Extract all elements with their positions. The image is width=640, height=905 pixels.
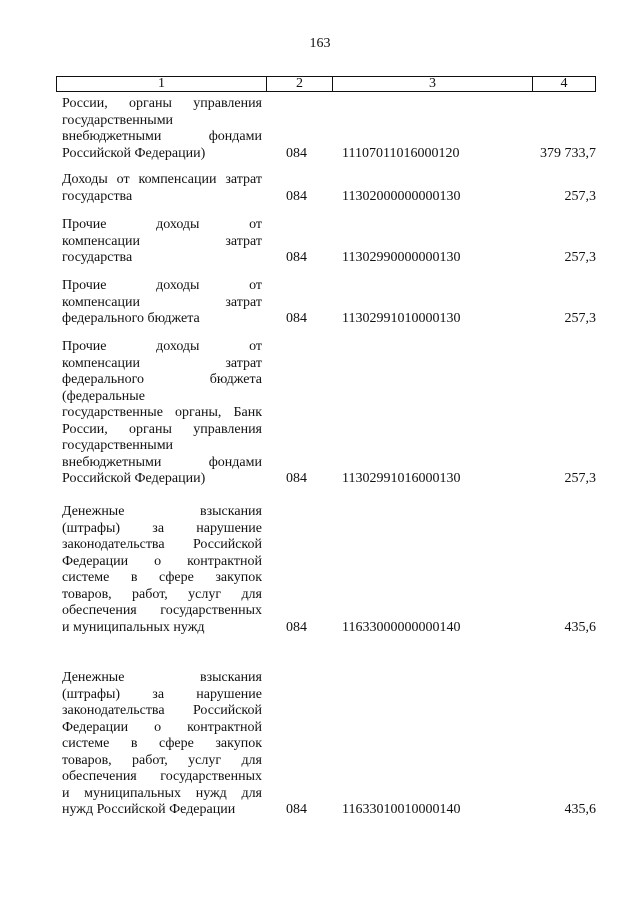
description-line: компенсации затрат [62, 355, 262, 371]
row-amount: 379 733,7 [540, 145, 596, 161]
row-budget-classification-code: 11302991010000130 [342, 311, 461, 326]
description-line: государственными [62, 112, 174, 128]
row-admin-code: 084 [286, 619, 307, 635]
row-description [62, 504, 262, 636]
row-admin-code: 084 [286, 250, 307, 265]
row-amount: 435,6 [564, 802, 596, 817]
description-line: компенсации затрат [62, 233, 262, 249]
row-description [62, 278, 262, 328]
description-line: обеспечения государственных [62, 603, 262, 618]
page-number: 163 [309, 36, 331, 51]
row-amount: 257,3 [564, 250, 596, 265]
header-col-3: 3 [333, 77, 533, 91]
row-budget-classification-code: 11633010010000140 [342, 802, 461, 817]
description-line: внебюджетными фондами [62, 454, 262, 470]
description-line: Прочие доходы от [62, 217, 262, 232]
description-line: системе в сфере закупок [62, 736, 262, 751]
description-line: Прочие доходы от [62, 278, 262, 293]
description-line: компенсации затрат [62, 294, 262, 310]
row-admin-code: 084 [286, 145, 307, 161]
row-admin-code: 084 [286, 311, 307, 326]
description-line: нужд Российской Федерации [62, 802, 236, 817]
description-line: товаров, работ, услуг для [62, 586, 262, 602]
description-line: Денежные взыскания [62, 504, 262, 519]
description-line: (федеральные [62, 388, 145, 404]
row-description [62, 217, 262, 267]
description-line: и муниципальных нужд [62, 619, 205, 635]
description-line: товаров, работ, услуг для [62, 752, 262, 768]
description-line: Доходы от компенсации затрат [62, 172, 262, 187]
row-amount: 257,3 [564, 188, 596, 204]
description-line: Федерации о контрактной [62, 719, 262, 735]
description-line: обеспечения государственных [62, 769, 262, 784]
row-amount: 435,6 [564, 619, 596, 635]
header-col-1: 1 [57, 77, 267, 91]
row-budget-classification-code: 11302991016000130 [342, 471, 461, 486]
description-line: государственными [62, 438, 174, 453]
description-line: Денежные взыскания [62, 670, 262, 685]
description-line: Российской Федерации) [62, 145, 206, 161]
description-line: и муниципальных нужд для [62, 785, 262, 801]
description-line: государства [62, 188, 133, 204]
row-amount: 257,3 [564, 471, 596, 486]
row-budget-classification-code: 11302000000000130 [342, 188, 461, 204]
row-description [62, 339, 262, 488]
row-description [62, 96, 262, 162]
description-line: Российской Федерации) [62, 471, 206, 486]
description-line: России, органы управления [62, 96, 262, 111]
row-amount: 257,3 [564, 311, 596, 326]
row-description [62, 670, 262, 819]
description-line: законодательства Российской [62, 703, 262, 718]
description-line: внебюджетными фондами [62, 129, 262, 144]
row-description [62, 172, 262, 205]
description-line: государства [62, 250, 133, 265]
description-line: (штрафы) за нарушение [62, 520, 262, 536]
description-line: Прочие доходы от [62, 339, 262, 354]
description-line: (штрафы) за нарушение [62, 686, 262, 702]
table-header [56, 76, 596, 92]
row-budget-classification-code: 11107011016000120 [342, 145, 460, 161]
header-col-4: 4 [560, 76, 568, 91]
header-col-2: 2 [267, 77, 333, 91]
description-line: системе в сфере закупок [62, 570, 262, 585]
row-admin-code: 084 [286, 188, 307, 204]
description-line: законодательства Российской [62, 537, 262, 552]
description-line: России, органы управления [62, 421, 262, 437]
row-admin-code: 084 [286, 471, 307, 486]
description-line: федерального бюджета [62, 311, 200, 326]
row-budget-classification-code: 11302990000000130 [342, 250, 461, 265]
description-line: Федерации о контрактной [62, 553, 262, 569]
description-line: федерального бюджета [62, 372, 262, 387]
row-admin-code: 084 [286, 802, 307, 817]
description-line: государственные органы, Банк [62, 405, 262, 420]
row-budget-classification-code: 11633000000000140 [342, 619, 461, 635]
